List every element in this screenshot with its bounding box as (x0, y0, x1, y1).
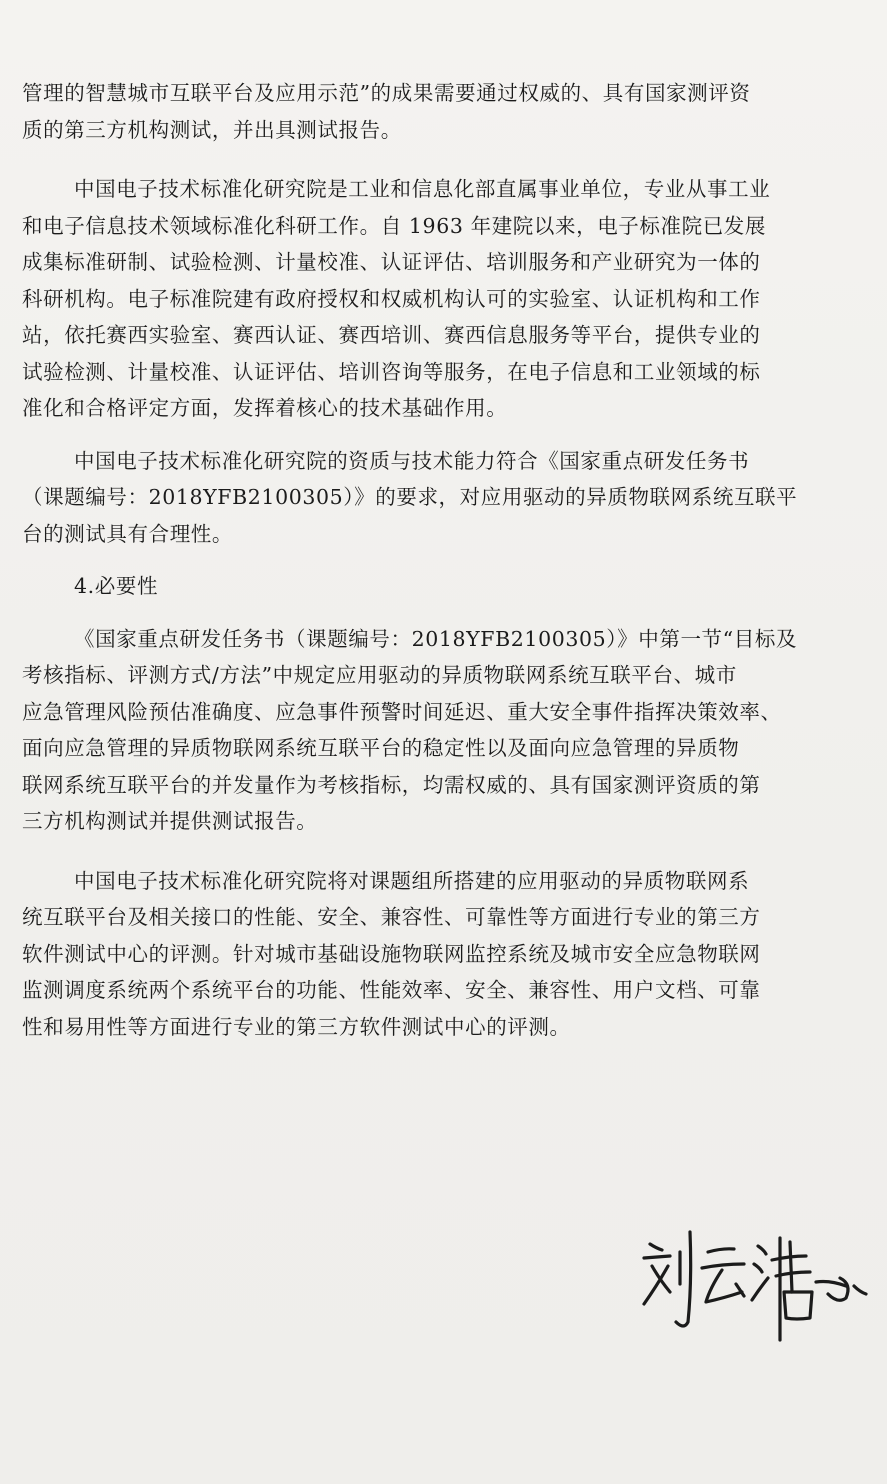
text-line: 中国电子技术标准化研究院是工业和信息化部直属事业单位，专业从事工业 (74, 177, 771, 201)
paragraph-2 (22, 171, 848, 427)
text-line: 准化和合格评定方面，发挥着核心的技术基础作用。 (22, 396, 508, 420)
text-line: 中国电子技术标准化研究院将对课题组所搭建的应用驱动的异质物联网系 (74, 868, 750, 893)
text-line: （课题编号：2018YFB2100305）》的要求，对应用驱动的异质物联网系统互联平 (22, 485, 798, 509)
text-line: 中国电子技术标准化研究院的资质与技术能力符合《国家重点研发任务书 (74, 448, 750, 473)
text-line: 科研机构。电子标准院建有政府授权和权威机构认可的实验室、认证机构和工作 (22, 286, 761, 311)
text-line: 台的测试具有合理性。 (22, 521, 233, 546)
text-line: 软件测试中心的评测。针对城市基础设施物联网监控系统及城市安全应急物联网 (22, 941, 761, 966)
text-line: 面向应急管理的异质物联网系统互联平台的稳定性以及面向应急管理的异质物 (22, 736, 740, 760)
text-line: 成集标准研制、试验检测、计量校准、认证评估、培训服务和产业研究为一体的 (22, 250, 761, 274)
text-line: 《国家重点研发任务书（课题编号：2018YFB2100305）》中第一节“目标及 (74, 626, 798, 651)
text-line: 和电子信息技术领域标准化科研工作。自 1963 年建院以来，电子标准院已发展 (22, 213, 767, 238)
text-line: 考核指标、评测方式/方法”中规定应用驱动的异质物联网系统互联平台、城市 (22, 663, 737, 687)
text-line: 质的第三方机构测试，并出具测试报告。 (22, 117, 402, 142)
paragraph-3 (22, 443, 848, 553)
paragraph-5 (22, 863, 848, 1046)
text-line: 三方机构测试并提供测试报告。 (22, 809, 318, 833)
text-line: 监测调度系统两个系统平台的功能、性能效率、安全、兼容性、用户文档、可靠 (22, 978, 761, 1002)
text-line: 联网系统互联平台的并发量作为考核指标，均需权威的、具有国家测评资质的第 (22, 772, 761, 797)
paragraph-1 (22, 75, 848, 148)
text-line: 试验检测、计量校准、认证评估、培训咨询等服务，在电子信息和工业领域的标 (22, 359, 761, 384)
text-line: 站，依托赛西实验室、赛西认证、赛西培训、赛西信息服务等平台，提供专业的 (22, 323, 761, 347)
text-line: 应急管理风险预估准确度、应急事件预警时间延迟、重大安全事件指挥决策效率、 (22, 699, 782, 724)
section-heading: 4.必要性 (74, 574, 159, 598)
text-line: 性和易用性等方面进行专业的第三方软件测试中心的评测。 (22, 1014, 571, 1039)
document-body (22, 75, 848, 1045)
handwritten-signature (640, 1222, 870, 1347)
text-line: 统互联平台及相关接口的性能、安全、兼容性、可靠性等方面进行专业的第三方 (22, 905, 761, 929)
text-line: 管理的智慧城市互联平台及应用示范”的成果需要通过权威的、具有国家测评资 (22, 81, 751, 105)
paragraph-4 (22, 621, 848, 840)
